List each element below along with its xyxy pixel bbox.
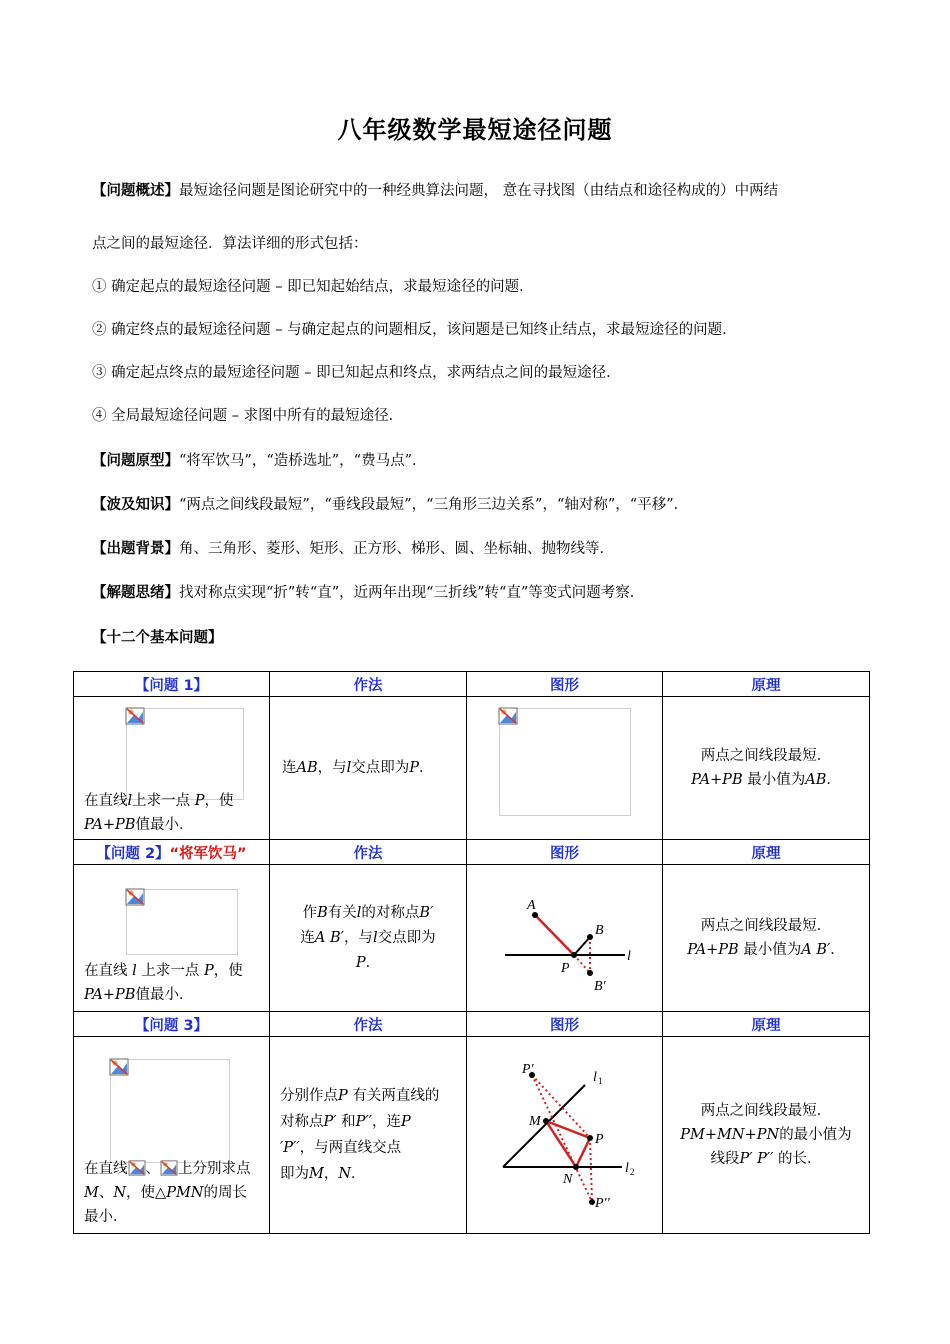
problems-table (73, 671, 870, 1234)
q1-label: 【问题 1】 (74, 672, 270, 697)
label-m: M (529, 1114, 541, 1129)
line-l1 (503, 1085, 585, 1167)
broken-image-placeholder (499, 708, 631, 816)
broken-image-icon (128, 1160, 146, 1176)
q2-desc-cell (74, 865, 270, 1012)
label-ppp: P′′ (595, 1196, 610, 1211)
table-row-1 (74, 697, 870, 840)
method-header-2: 作法 (270, 840, 467, 865)
table-row-3 (74, 1037, 870, 1234)
label-l1-sub: 1 (598, 1076, 603, 1086)
q3-principle: 两点之间线段最短． PM+MN+PN的最小值为 线段P′ P′′ 的长． (680, 1103, 852, 1167)
q3-figure (467, 1037, 663, 1229)
point-n (573, 1164, 579, 1170)
overview-tag: 【问题概述】 (92, 182, 179, 199)
prototype-tag: 【问题原型】 (92, 452, 179, 469)
background-line (92, 539, 882, 559)
q2-principle-cell (663, 865, 870, 1012)
point-m (543, 1118, 549, 1124)
prototype-text: “将军饮马”，“造桥选址”，“费马点”． (179, 453, 427, 469)
q1-method: 连AB，与l交点即为P． (282, 760, 434, 776)
q1-method-cell (270, 697, 467, 840)
q2-principle: 两点之间线段最短． PA+PB 最小值为A B′． (687, 918, 845, 958)
q2-desc: 在直线 l 上求一点 P，使 PA+PB值最小． (84, 963, 243, 1003)
q1-desc-cell (74, 697, 270, 840)
label-b: B (595, 923, 604, 938)
label-p: P (595, 1132, 604, 1147)
background-tag: 【出题背景】 (92, 540, 179, 557)
q3-label: 【问题 3】 (74, 1012, 270, 1037)
q3-method-cell (270, 1037, 467, 1234)
broken-image-icon (125, 888, 145, 906)
broken-image-icon (125, 707, 145, 725)
figure-header-1: 图形 (467, 672, 663, 697)
q1-desc: 在直线l上求一点 P，使 PA+PB值最小． (84, 793, 234, 833)
table-row-2 (74, 865, 870, 1012)
q3-desc-cell (74, 1037, 270, 1234)
knowledge-line (92, 495, 882, 515)
q3-method: 分别作点P 有关两直线的 对称点P′ 和P′′，连P ′P′′，与两直线交点 即为M，N． (280, 1088, 440, 1182)
thinking-line (92, 583, 882, 603)
label-p: P (561, 961, 570, 976)
point-b (587, 934, 593, 940)
broken-image-icon (498, 707, 518, 725)
q2-label-cell (74, 840, 270, 865)
figure-header-3: 图形 (467, 1012, 663, 1037)
prototype-line (92, 451, 882, 471)
item-2: ② 确定终点的最短途径问题 – 与确定起点的问题相反，该问题是已知终止结点，求最短途径的问题． (92, 322, 737, 338)
principle-header-1: 原理 (663, 672, 870, 697)
label-l2-sub: 2 (630, 1167, 635, 1177)
q2-figure-cell (467, 865, 663, 1012)
label-n: N (563, 1172, 573, 1187)
principle-header-3: 原理 (663, 1012, 870, 1037)
broken-image-icon (109, 1058, 129, 1076)
background-text: 角、三角形、菱形、矩形、正方形、梯形、圆、坐标轴、抛物线等． (179, 541, 614, 557)
q3-figure-cell (467, 1037, 663, 1234)
method-header-3: 作法 (270, 1012, 467, 1037)
q2-figure (467, 865, 663, 1007)
broken-image-placeholder (126, 708, 244, 800)
label-l: l (627, 949, 631, 964)
broken-image-icon (160, 1160, 178, 1176)
thinking-text: 找对称点实现“折”转“直”，近两年出现“三折线”转“直”等变式问题考察． (179, 585, 645, 601)
item-3: ③ 确定起点终点的最短途径问题 – 即已知起点和终点，求两结点之间的最短途径． (92, 365, 621, 381)
overview-line-2: 点之间的最短途径．算法详细的形式包括： (92, 236, 368, 252)
point-bprime (587, 970, 593, 976)
q1-principle-cell (663, 697, 870, 840)
overview-text-1: 最短途径问题是图论研究中的一种经典算法问题， 意在寻找图（由结点和途径构成的）中两结 (179, 183, 779, 199)
method-header-1: 作法 (270, 672, 467, 697)
segment-np (576, 1138, 590, 1167)
q2-label: 【问题 2】 (96, 845, 170, 862)
broken-image-placeholder (110, 1059, 230, 1163)
knowledge-tag: 【波及知识】 (92, 496, 179, 513)
segment-pbprime (574, 955, 590, 973)
point-p (571, 952, 577, 958)
principle-header-2: 原理 (663, 840, 870, 865)
overview-line-1 (92, 181, 882, 201)
q1-principle: 两点之间线段最短． PA+PB 最小值为AB． (691, 748, 841, 788)
q2-method-cell (270, 865, 467, 1012)
item-1: ① 确定起点的最短途径问题 – 即已知起始结点，求最短途径的问题． (92, 279, 534, 295)
label-l1: l (593, 1070, 597, 1085)
q2-method: 作B有关l的对称点B′ 连A B′，与l交点即为 P． (300, 904, 436, 971)
figure-header-2: 图形 (467, 840, 663, 865)
page-title: 八年级数学最短途径问题 (337, 115, 613, 144)
segment-ap (535, 915, 574, 955)
table-header-row-3 (74, 1012, 870, 1037)
twelve-heading: 【十二个基本问题】 (92, 629, 223, 646)
segment-pb (574, 937, 590, 955)
label-pprime: P′ (522, 1062, 534, 1077)
segment-p-ppp (590, 1138, 592, 1202)
point-p (587, 1135, 593, 1141)
table-header-row-1 (74, 672, 870, 697)
broken-image-placeholder (126, 889, 238, 955)
item-4: ④ 全局最短途径问题 – 求图中所有的最短途径． (92, 408, 404, 424)
label-a: A (527, 898, 536, 913)
q3-principle-cell (663, 1037, 870, 1234)
thinking-tag: 【解题思绪】 (92, 584, 179, 601)
label-bprime: B′ (594, 979, 606, 994)
label-l2: l (625, 1161, 629, 1176)
knowledge-text: “两点之间线段最短”，“垂线段最短”，“三角形三边关系”，“轴对称”，“平移”． (179, 497, 689, 513)
table-header-row-2 (74, 840, 870, 865)
q2-label-extra: “将军饮马” (169, 845, 247, 862)
segment-pprime-ppp (532, 1075, 592, 1202)
q1-figure-cell (467, 697, 663, 840)
q3-desc: 在直线 、 上分别求点 M、N，使△PMN的周长 最小． (84, 1161, 251, 1225)
